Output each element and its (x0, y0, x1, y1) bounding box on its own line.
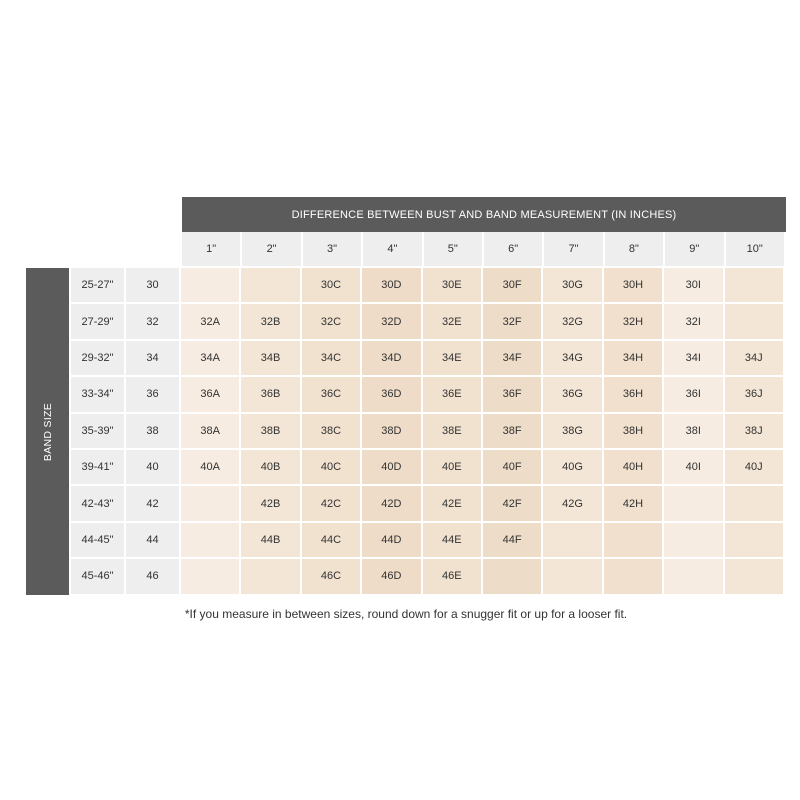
size-cell: 32H (604, 304, 662, 338)
size-cell: 34B (241, 341, 299, 375)
size-cell: 30E (423, 268, 481, 302)
band-cell: 36 (126, 377, 179, 411)
measurement-cell: 35-39" (71, 414, 124, 448)
size-cell: 30F (483, 268, 541, 302)
size-cell: 44D (362, 523, 420, 557)
size-cell: 36B (241, 377, 299, 411)
size-cell: 36C (302, 377, 360, 411)
size-cell: 38I (664, 414, 722, 448)
column-header: 3" (303, 232, 361, 266)
table-row (71, 559, 783, 593)
size-cell: 42D (362, 486, 420, 520)
size-cell: 44F (483, 523, 541, 557)
size-cell: 46D (362, 559, 420, 593)
table-row (71, 486, 783, 520)
size-cell (241, 268, 299, 302)
size-cell: 30D (362, 268, 420, 302)
size-cell: 42G (543, 486, 601, 520)
size-cell (241, 559, 299, 593)
size-table-body (71, 268, 783, 594)
column-header: 4" (363, 232, 421, 266)
measurement-cell: 27-29" (71, 304, 124, 338)
size-cell: 40F (483, 450, 541, 484)
size-cell: 38H (604, 414, 662, 448)
size-cell: 40H (604, 450, 662, 484)
size-cell: 30G (543, 268, 601, 302)
size-cell: 40B (241, 450, 299, 484)
size-cell (181, 268, 239, 302)
size-cell (725, 304, 783, 338)
size-cell: 38A (181, 414, 239, 448)
measurement-cell: 33-34" (71, 377, 124, 411)
size-cell: 36F (483, 377, 541, 411)
size-cell: 32I (664, 304, 722, 338)
size-cell: 42B (241, 486, 299, 520)
size-cell: 32G (543, 304, 601, 338)
size-cell: 32A (181, 304, 239, 338)
size-cell: 42H (604, 486, 662, 520)
band-cell: 32 (126, 304, 179, 338)
table-row (71, 341, 783, 375)
band-cell: 34 (126, 341, 179, 375)
footnote: *If you measure in between sizes, round down for a snugger fit or up for a looser fit. (184, 607, 628, 621)
size-cell (181, 523, 239, 557)
column-header: 1" (182, 232, 240, 266)
size-cell: 38B (241, 414, 299, 448)
band-cell: 40 (126, 450, 179, 484)
size-cell: 30H (604, 268, 662, 302)
band-size-label: BAND SIZE (41, 402, 54, 461)
column-header: 10" (726, 232, 784, 266)
column-header: 2" (242, 232, 300, 266)
column-header: 6" (484, 232, 542, 266)
size-cell: 34J (725, 341, 783, 375)
size-cell (543, 523, 601, 557)
size-cell: 36D (362, 377, 420, 411)
size-cell (725, 559, 783, 593)
size-cell: 42F (483, 486, 541, 520)
size-cell (483, 559, 541, 593)
size-cell: 40I (664, 450, 722, 484)
table-row (71, 414, 783, 448)
size-cell (181, 559, 239, 593)
size-cell: 38E (423, 414, 481, 448)
band-cell: 30 (126, 268, 179, 302)
size-cell (543, 559, 601, 593)
size-cell: 32E (423, 304, 481, 338)
size-cell: 36G (543, 377, 601, 411)
measurement-cell: 29-32" (71, 341, 124, 375)
size-cell: 40G (543, 450, 601, 484)
size-cell: 38G (543, 414, 601, 448)
size-cell: 32D (362, 304, 420, 338)
column-header: 7" (544, 232, 602, 266)
size-cell: 36J (725, 377, 783, 411)
measurement-cell: 44-45" (71, 523, 124, 557)
size-cell: 36E (423, 377, 481, 411)
size-cell: 34G (543, 341, 601, 375)
band-cell: 42 (126, 486, 179, 520)
column-header: 5" (424, 232, 482, 266)
size-cell: 42C (302, 486, 360, 520)
size-cell: 34D (362, 341, 420, 375)
size-cell: 30I (664, 268, 722, 302)
size-cell: 40D (362, 450, 420, 484)
size-cell: 36H (604, 377, 662, 411)
table-row (71, 268, 783, 302)
size-cell: 34H (604, 341, 662, 375)
size-cell: 32B (241, 304, 299, 338)
size-cell: 38F (483, 414, 541, 448)
column-header: 8" (605, 232, 663, 266)
size-cell: 40J (725, 450, 783, 484)
size-cell: 42E (423, 486, 481, 520)
size-cell: 34I (664, 341, 722, 375)
size-cell (664, 559, 722, 593)
size-cell (604, 559, 662, 593)
size-cell: 38D (362, 414, 420, 448)
size-cell: 36A (181, 377, 239, 411)
size-cell: 38J (725, 414, 783, 448)
band-size-label-bar (26, 268, 69, 595)
table-row (71, 304, 783, 338)
measurement-cell: 39-41" (71, 450, 124, 484)
measurement-cell: 42-43" (71, 486, 124, 520)
table-row (71, 523, 783, 557)
size-cell (725, 523, 783, 557)
size-cell: 44B (241, 523, 299, 557)
size-cell: 46C (302, 559, 360, 593)
size-cell (664, 486, 722, 520)
band-cell: 44 (126, 523, 179, 557)
size-cell (181, 486, 239, 520)
size-cell: 34A (181, 341, 239, 375)
table-title: DIFFERENCE BETWEEN BUST AND BAND MEASUREMENT (IN INCHES) (182, 197, 786, 232)
table-row (71, 377, 783, 411)
size-cell (725, 486, 783, 520)
band-cell: 46 (126, 559, 179, 593)
size-cell: 38C (302, 414, 360, 448)
size-cell: 36I (664, 377, 722, 411)
measurement-cell: 45-46" (71, 559, 124, 593)
band-cell: 38 (126, 414, 179, 448)
size-cell: 34E (423, 341, 481, 375)
size-cell: 30C (302, 268, 360, 302)
size-cell: 34C (302, 341, 360, 375)
table-row (71, 450, 783, 484)
column-header: 9" (665, 232, 723, 266)
size-cell: 32C (302, 304, 360, 338)
size-cell (725, 268, 783, 302)
column-headers (182, 232, 784, 266)
size-cell: 44C (302, 523, 360, 557)
size-cell: 40E (423, 450, 481, 484)
size-cell: 32F (483, 304, 541, 338)
size-cell: 34F (483, 341, 541, 375)
size-cell: 40A (181, 450, 239, 484)
size-cell: 44E (423, 523, 481, 557)
size-cell: 40C (302, 450, 360, 484)
measurement-cell: 25-27" (71, 268, 124, 302)
size-cell: 46E (423, 559, 481, 593)
size-cell (604, 523, 662, 557)
size-cell (664, 523, 722, 557)
